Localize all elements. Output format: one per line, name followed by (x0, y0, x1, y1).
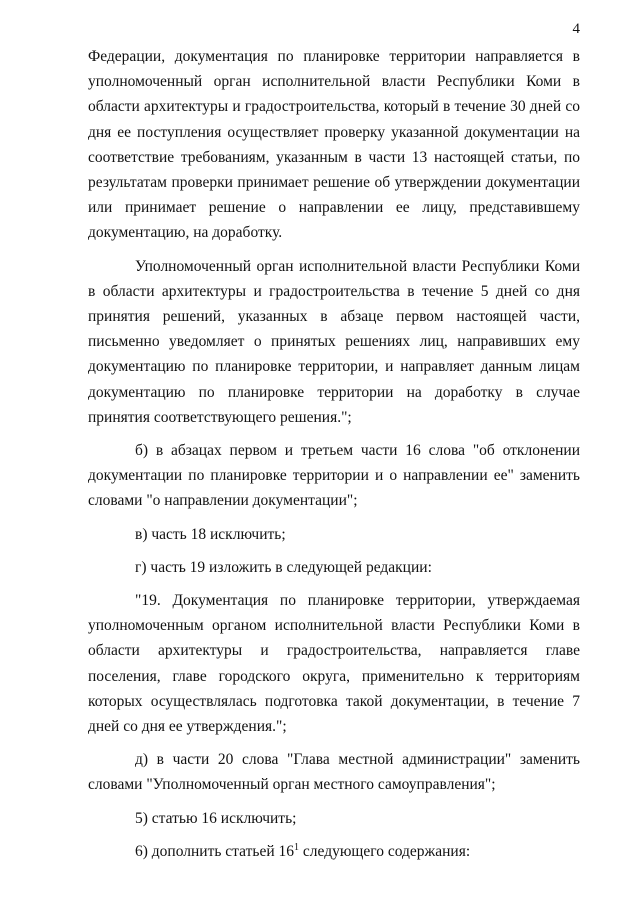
paragraph-2: Уполномоченный орган исполнительной власти Республики Коми в области архитектуры и градостроительства в течение 5 дней со дня принятия решений, указанных в абзаце первом настоящей части, письменно уведомляет о принятых решениях лиц, направивших ему документацию по планировке территории, и направляет данным лицам документацию по планировке территории на доработку в случае принятия соответствующего решения."; (88, 257, 580, 426)
paragraph-1: Федерации, документация по планировке территории направляется в уполномоченный орган исполнительной власти Республики Коми в области архитектуры и градостроительства, который в течение 30 дней со дня ее поступления осуществляет проверку указанной документации на соответствие требованиям, указанным в части 13 настоящей статьи, по результатам проверки принимает решение об утверждении документации или принимает решение о направлении ее лицу, представившему документацию, на доработку. (88, 48, 580, 242)
paragraph-9-superscript: 1 (294, 841, 300, 853)
page-number: 4 (572, 21, 580, 37)
paragraph-4: в) часть 18 исключить; (135, 525, 286, 543)
paragraph-6: "19. Документация по планировке территории, утверждаемая уполномоченным органом исполнительной власти Республики Коми в области архитектуры и градостроительства, направляется главе поселения, главе городского округа, применительно к территориям которых осуществлялась подготовка такой документации, в течение 7 дней со дня ее утверждения."; (88, 592, 580, 736)
paragraph-3: б) в абзацах первом и третьем части 16 слова "об отклонении документации по планировке территории и о направлении ее" заменить словами "о направлении документации"; (88, 442, 580, 510)
paragraph-9 (88, 839, 580, 864)
paragraph-5: г) часть 19 изложить в следующей редакции: (135, 558, 432, 576)
paragraph-9-text-before: 6) дополнить статьей 16 (135, 842, 295, 860)
paragraph-8: 5) статью 16 исключить; (135, 809, 297, 827)
paragraph-7: д) в части 20 слова "Глава местной администрации" заменить словами "Уполномоченный орган местного самоуправления"; (88, 751, 580, 794)
paragraph-9-text-after: следующего содержания: (299, 842, 471, 860)
document-body (88, 44, 580, 864)
